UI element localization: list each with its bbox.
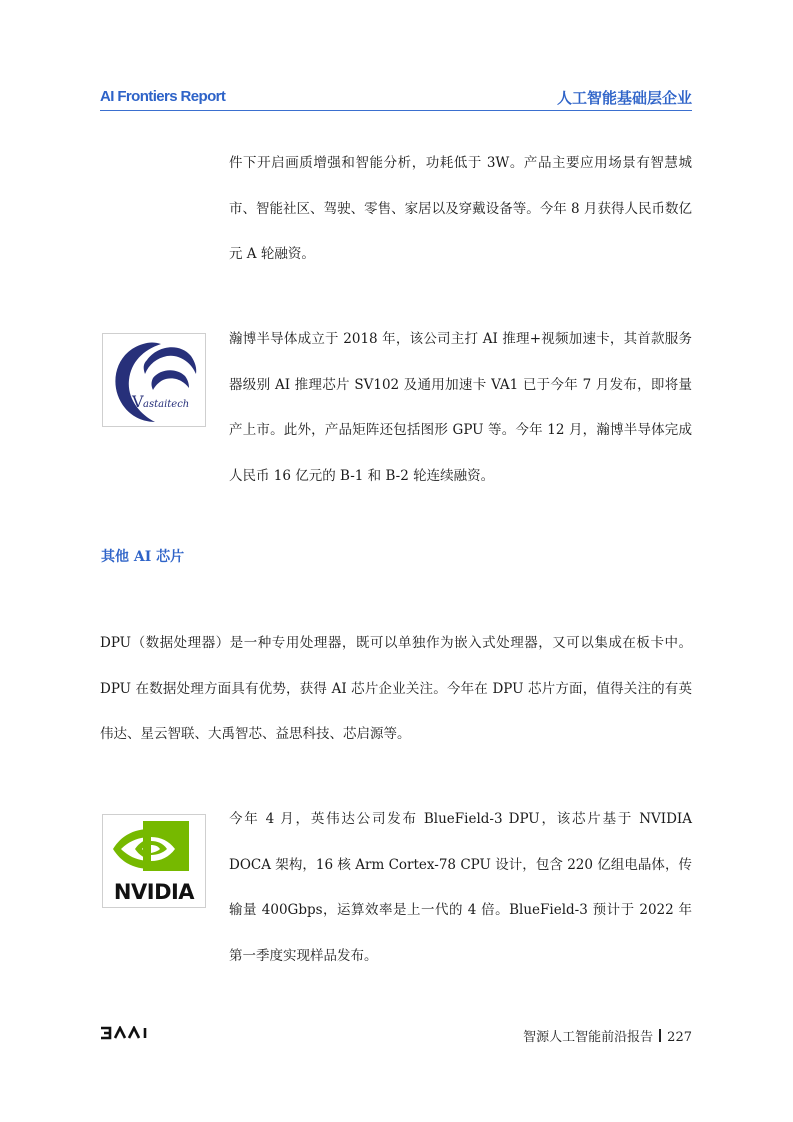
page-header	[100, 86, 692, 111]
nvidia-logo-icon	[102, 814, 206, 908]
paragraph-continuation: 件下开启画质增强和智能分析，功耗低于 3W。产品主要应用场景有智慧城市、智能社区、驾驶、零售、家居以及穿戴设备等。今年 8 月获得人民币数亿元 A 轮融资。	[229, 155, 692, 262]
svg-text:NVIDIA: NVIDIA	[113, 880, 195, 904]
baai-logo-icon	[100, 1026, 152, 1040]
footer-separator	[659, 1029, 661, 1042]
vastai-paragraph: 瀚博半导体成立于 2018 年，该公司主打 AI 推理+视频加速卡，其首款服务器级别 AI 推理芯片 SV102 及通用加速卡 VA1 已于今年 7 月发布，即将量产上市。此外，产品矩阵还包括图形 GPU 等。今年 12 月，瀚博半导体完成人民币 16 亿元的 B-1 和 B-2 轮连续融资。	[229, 331, 692, 484]
dpu-paragraph: DPU（数据处理器）是一种专用处理器，既可以单独作为嵌入式处理器，又可以集成在板卡中。DPU 在数据处理方面具有优势，获得 AI 芯片企业关注。今年在 DPU 芯片方面，值得关注的有英伟达、星云智联、大禹智芯、益思科技、芯启源等。	[100, 635, 692, 742]
svg-text:V: V	[132, 392, 144, 411]
footer-report-info	[523, 1026, 692, 1045]
svg-text:astaitech: astaitech	[143, 399, 190, 410]
vastaitech-logo-icon	[102, 333, 206, 427]
baai-logo	[100, 1026, 152, 1044]
chapter-title: 人工智能基础层企业	[556, 89, 692, 107]
page-footer	[100, 1024, 692, 1046]
footer-report-name: 智源人工智能前沿报告	[523, 1030, 654, 1045]
nvidia-paragraph: 今年 4 月，英伟达公司发布 BlueField-3 DPU，该芯片基于 NVIDIA DOCA 架构，16 核 Arm Cortex-78 CPU 设计，包含 220 亿组电晶体，传输量 400Gbps，运算效率是上一代的 4 倍。BlueField-3 预计于 2022 年第一季度实现样品发布。	[229, 811, 692, 964]
page-number: 227	[667, 1030, 692, 1045]
report-title: AI Frontiers Report	[100, 88, 226, 105]
section-heading: 其他 AI 芯片	[101, 549, 185, 565]
